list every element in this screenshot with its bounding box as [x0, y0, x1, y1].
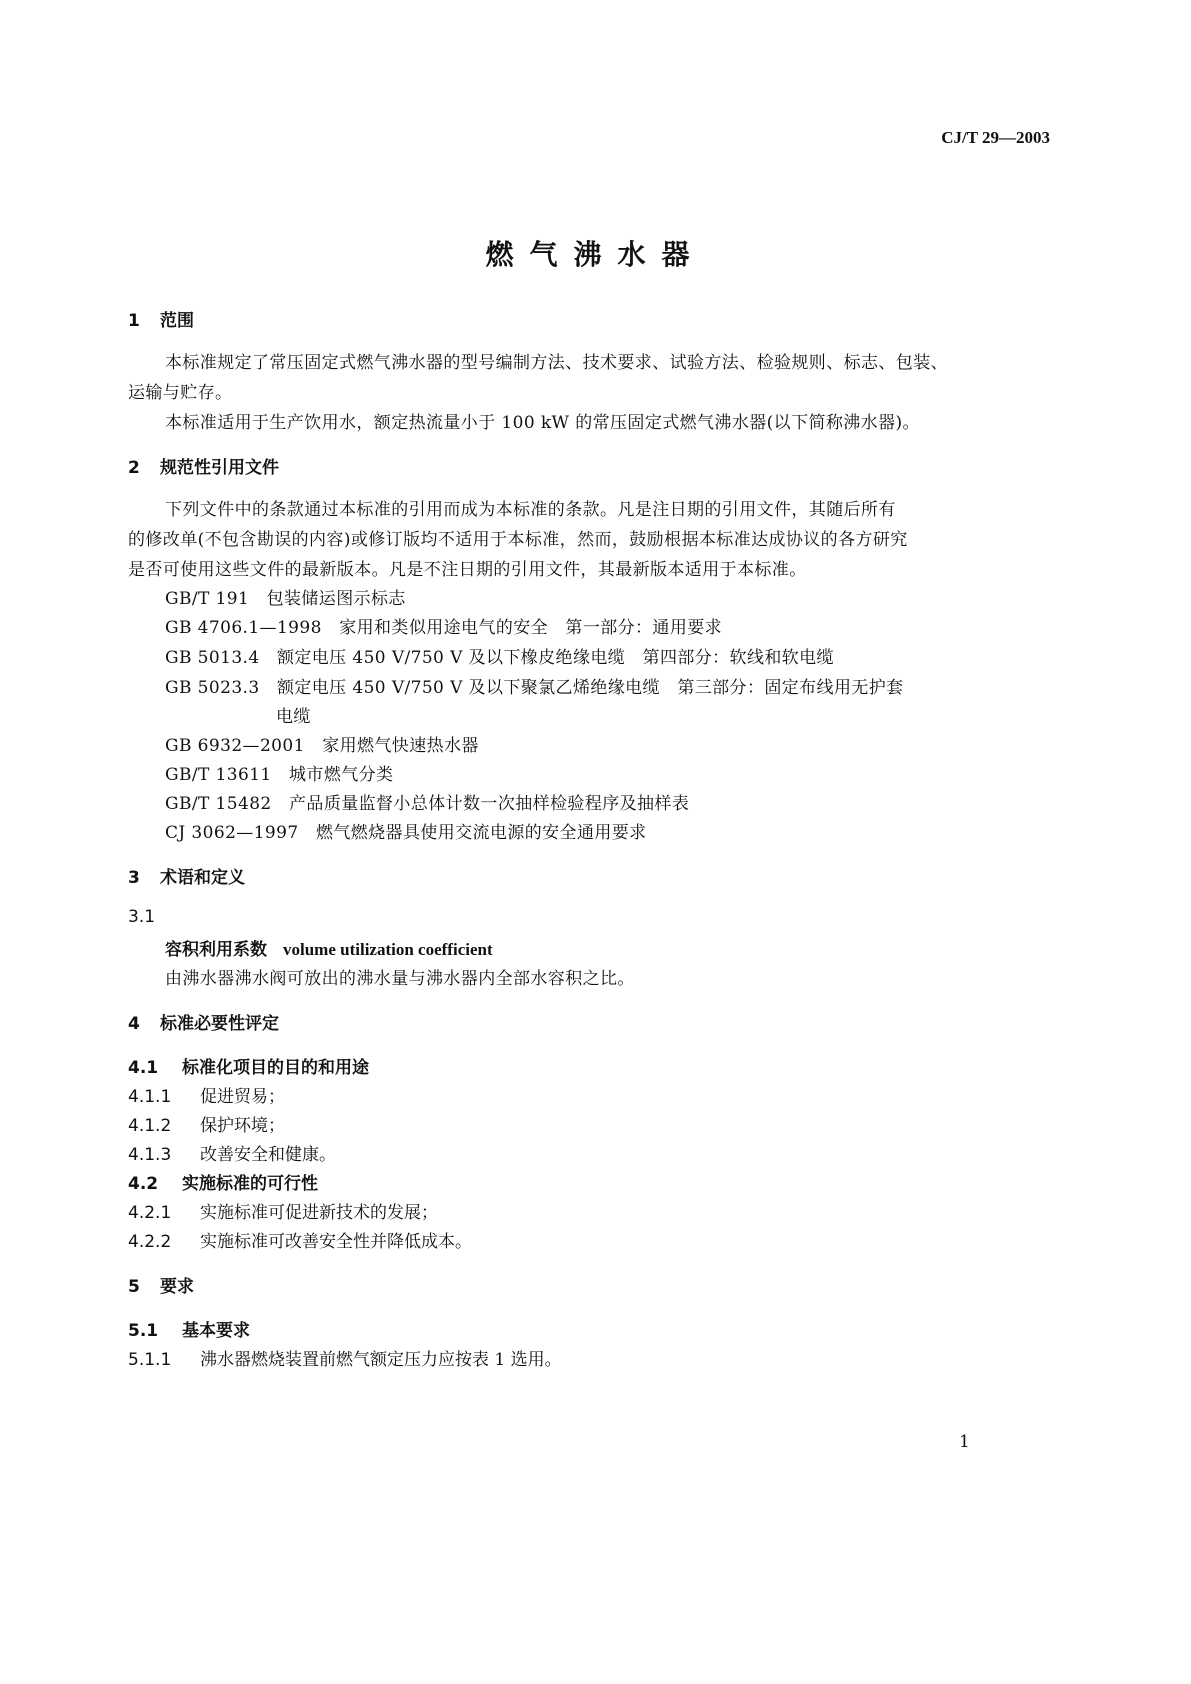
clause-title: 实施标准的可行性 [182, 1174, 318, 1194]
term-line [165, 935, 493, 960]
clause-number: 4.1.2 [128, 1116, 172, 1136]
section-1-heading [128, 306, 194, 331]
clause-number: 5.1 [128, 1321, 159, 1341]
clause-4-2 [128, 1169, 318, 1194]
reference-gbt15482: GB/T 15482 产品质量监督小总体计数一次抽样检验程序及抽样表 [165, 794, 690, 814]
term-definition: 由沸水器沸水阀可放出的沸水量与沸水器内全部水容积之比。 [165, 969, 635, 989]
s1-para1-line2: 运输与贮存。 [128, 383, 233, 403]
reference-gb6932: GB 6932—2001 家用燃气快速热水器 [165, 736, 479, 756]
clause-number: 5.1.1 [128, 1350, 172, 1370]
clause-text: 沸水器燃烧装置前燃气额定压力应按表 1 选用。 [200, 1350, 562, 1370]
section-title: 要求 [160, 1277, 194, 1297]
clause-number: 4.2 [128, 1174, 159, 1194]
clause-5-1-1 [128, 1345, 562, 1370]
s2-para-line3: 是否可使用这些文件的最新版本。凡是不注日期的引用文件，其最新版本适用于本标准。 [128, 560, 807, 580]
clause-text: 实施标准可促进新技术的发展； [200, 1203, 438, 1223]
clause-number: 4.2.1 [128, 1203, 172, 1223]
section-number: 4 [128, 1014, 140, 1034]
reference-gbt13611: GB/T 13611 城市燃气分类 [165, 765, 394, 785]
reference-gb4706: GB 4706.1—1998 家用和类似用途电气的安全 第一部分：通用要求 [165, 618, 723, 638]
clause-number: 4.1.1 [128, 1087, 172, 1107]
s2-para-line1: 下列文件中的条款通过本标准的引用而成为本标准的条款。凡是注日期的引用文件，其随后所有 [165, 500, 896, 520]
section-title: 术语和定义 [160, 868, 245, 888]
s2-para-line2: 的修改单(不包含勘误的内容)或修订版均不适用于本标准，然而，鼓励根据本标准达成协议的各方研究 [128, 530, 908, 550]
section-number: 3 [128, 868, 140, 888]
clause-4-1 [128, 1053, 369, 1078]
clause-3-1: 3.1 [128, 907, 156, 927]
standard-code: CJ/T 29—2003 [941, 128, 1050, 147]
section-3-heading [128, 863, 245, 888]
clause-4-1-2 [128, 1111, 285, 1136]
section-number: 1 [128, 311, 140, 331]
term-chinese: 容积利用系数 [165, 940, 267, 960]
s1-para1-line1: 本标准规定了常压固定式燃气沸水器的型号编制方法、技术要求、试验方法、检验规则、标志、包装、 [165, 353, 948, 373]
section-5-heading [128, 1272, 194, 1297]
section-title: 规范性引用文件 [160, 458, 279, 478]
clause-text: 改善安全和健康。 [200, 1145, 336, 1165]
page-number: 1 [959, 1432, 970, 1452]
clause-number: 4.1 [128, 1058, 159, 1078]
section-title: 范围 [160, 311, 194, 331]
section-number: 5 [128, 1277, 140, 1297]
clause-5-1 [128, 1316, 250, 1341]
clause-title: 基本要求 [182, 1321, 250, 1341]
reference-gbt191: GB/T 191 包装储运图示标志 [165, 589, 406, 609]
reference-cj3062: CJ 3062—1997 燃气燃烧器具使用交流电源的安全通用要求 [165, 823, 647, 843]
document-title: 燃气沸水器 [485, 238, 706, 271]
section-title: 标准必要性评定 [160, 1014, 279, 1034]
reference-gb5023: GB 5023.3 额定电压 450 V/750 V 及以下聚氯乙烯绝缘电缆 第三部分：固定布线用无护套 [165, 678, 904, 698]
clause-title: 标准化项目的目的和用途 [182, 1058, 369, 1078]
clause-number: 4.2.2 [128, 1232, 172, 1252]
reference-gb5013: GB 5013.4 额定电压 450 V/750 V 及以下橡皮绝缘电缆 第四部分：软线和软电缆 [165, 648, 834, 668]
clause-4-2-2 [128, 1227, 472, 1252]
clause-number: 4.1.3 [128, 1145, 172, 1165]
clause-4-2-1 [128, 1198, 438, 1223]
section-number: 2 [128, 458, 140, 478]
section-2-heading [128, 453, 279, 478]
s1-para2: 本标准适用于生产饮用水，额定热流量小于 100 kW 的常压固定式燃气沸水器(以下简称沸水器)。 [165, 413, 920, 433]
term-english: volume utilization coefficient [283, 940, 493, 959]
clause-text: 实施标准可改善安全性并降低成本。 [200, 1232, 472, 1252]
reference-gb5023-continuation: 电缆 [276, 707, 311, 727]
section-4-heading [128, 1009, 279, 1034]
clause-text: 促进贸易； [200, 1087, 285, 1107]
clause-text: 保护环境； [200, 1116, 285, 1136]
clause-4-1-1 [128, 1082, 285, 1107]
clause-4-1-3 [128, 1140, 336, 1165]
